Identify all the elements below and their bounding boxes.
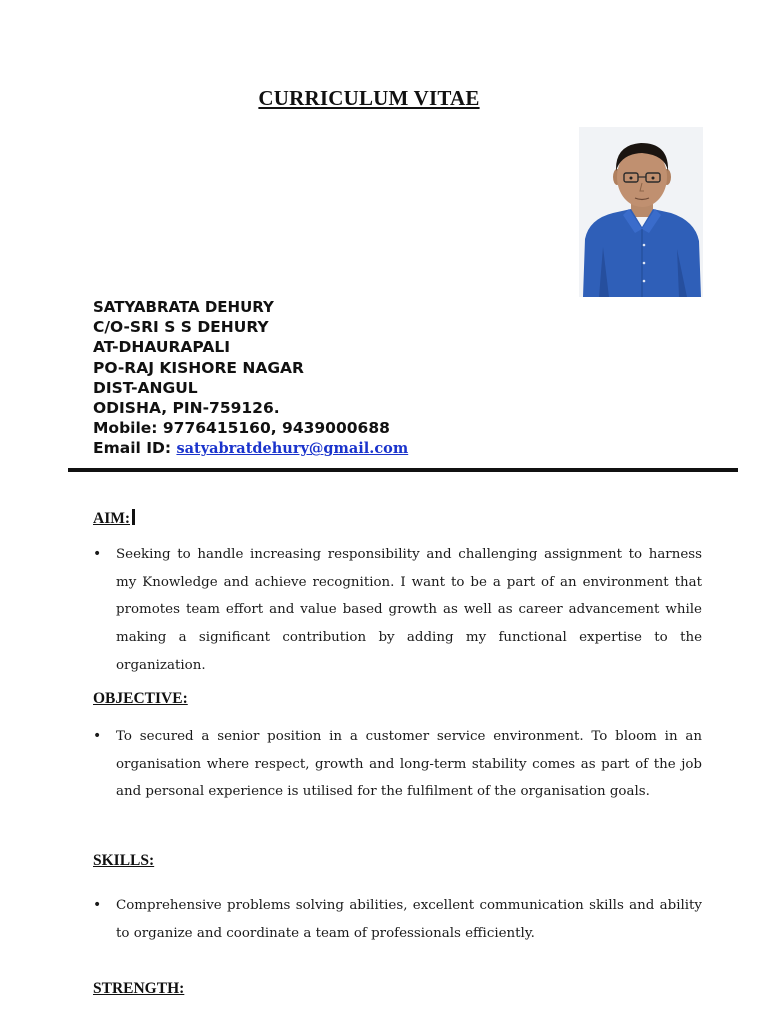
contact-block <box>93 297 613 460</box>
aim-bullet <box>93 541 702 680</box>
aim-heading: AIM: <box>93 510 131 527</box>
email-link[interactable]: satyabratdehury@gmail.com <box>176 440 409 458</box>
aim-heading-row <box>93 509 135 528</box>
strength-heading: STRENGTH: <box>93 980 185 997</box>
profile-photo <box>579 127 703 297</box>
page-title: CURRICULUM VITAE <box>258 86 480 110</box>
text-cursor <box>132 509 135 525</box>
bullet-icon: • <box>93 897 102 913</box>
objective-text: To secured a senior position in a customer service environment. To bloom in an organisation where respect, growth and long-term stability comes as part of the job and personal experience is utilised for the fulfilment of the organisation goals. <box>116 729 702 800</box>
objective-bullet <box>93 723 702 806</box>
email-line <box>93 438 613 459</box>
bullet-icon: • <box>93 728 102 744</box>
email-label: Email ID: <box>93 439 177 458</box>
profile-photo-illustration <box>579 127 703 297</box>
mobile-line: Mobile: 9776415160, 9439000688 <box>93 419 390 438</box>
objective-heading: OBJECTIVE: <box>93 690 188 707</box>
bullet-icon: • <box>93 546 102 562</box>
aim-text: Seeking to handle increasing responsibility and challenging assignment to harness my Knowledge and achieve recognition. I want to be a part of an environment that promotes team effort and value based growth as well as career advancement while making a significant contribution by adding my functional expertise to the organization. <box>116 547 702 673</box>
village-line: AT-DHAURAPALI <box>93 338 230 357</box>
care-of-line: C/O-SRI S S DEHURY <box>93 318 269 337</box>
state-pin-line: ODISHA, PIN-759126. <box>93 399 280 418</box>
skills-bullet <box>93 892 702 947</box>
district-line: DIST-ANGUL <box>93 378 198 397</box>
skills-text: Comprehensive problems solving abilities, excellent communication skills and ability to organize and coordinate a team of professionals efficiently. <box>116 898 702 941</box>
skills-heading: SKILLS: <box>93 852 155 869</box>
applicant-name: SATYABRATA DEHURY <box>93 298 274 316</box>
post-office-line: PO-RAJ KISHORE NAGAR <box>93 358 304 377</box>
section-divider <box>68 468 738 472</box>
